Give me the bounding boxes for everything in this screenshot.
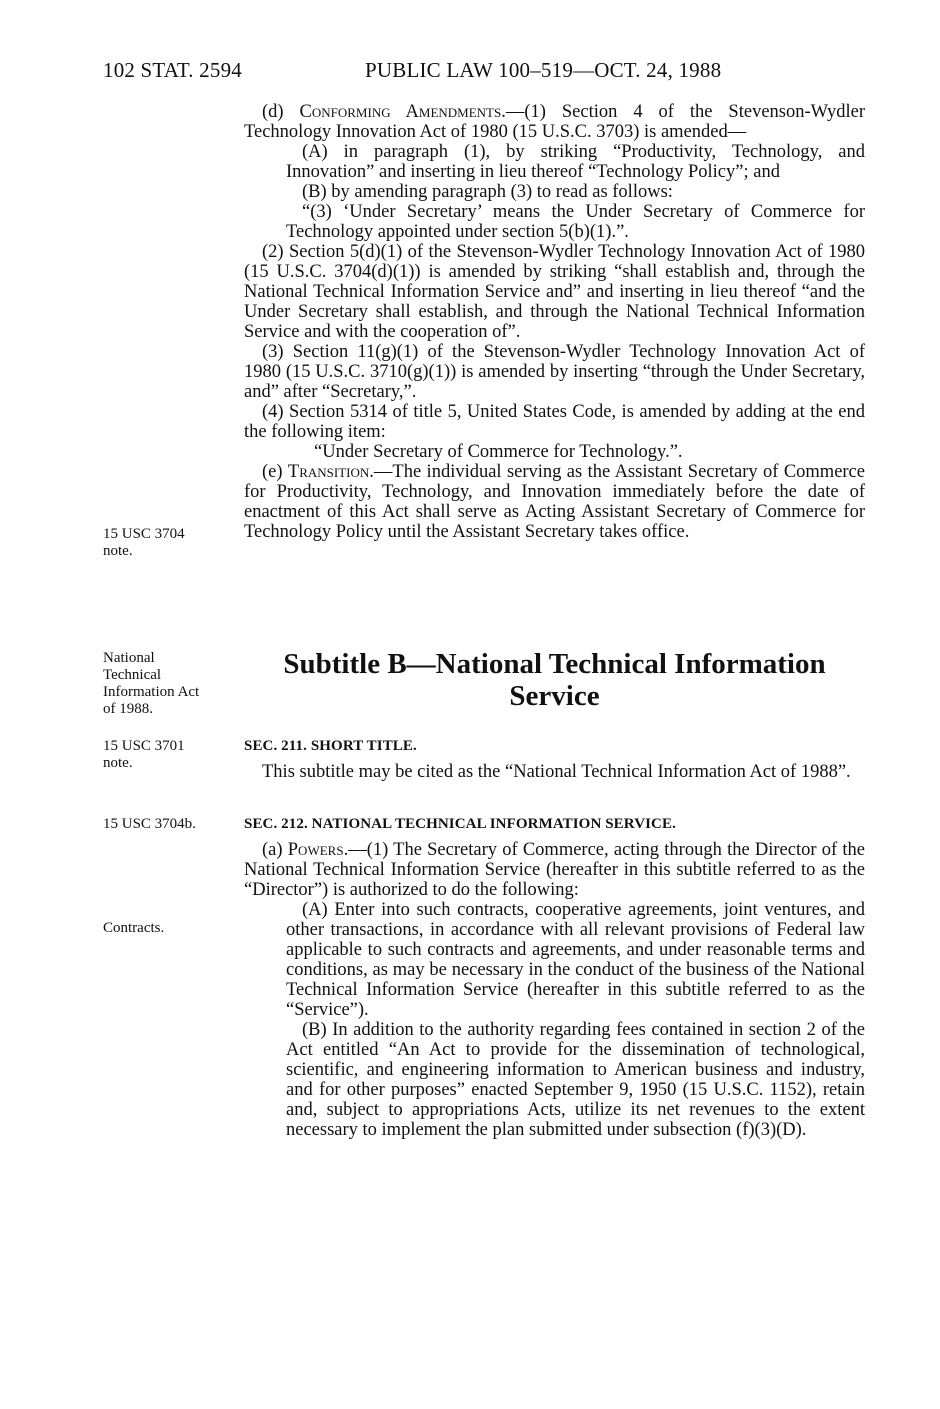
paragraph-d4-quote: “Under Secretary of Commerce for Technology.”. bbox=[314, 442, 683, 462]
heading-transition: Transition bbox=[287, 462, 370, 482]
paragraph-d3: (3) Section 11(g)(1) of the Stevenson-Wydler Technology Innovation Act of 1980 (15 U.S.C. 3710(g)(1)) is amended by inserting “through the Under Secretary, and” after “Secretary,”. bbox=[244, 342, 865, 402]
section-d-e-body bbox=[244, 102, 865, 542]
paragraph-a-powers: (a) Powers.—(1) The Secretary of Commerce, acting through the Director of the National Technical Information Service (hereafter in this subtitle referred to as the “Director”) is authorized to do the following: bbox=[244, 840, 865, 900]
paragraph-d1-B: (B) by amending paragraph (3) to read as follows: bbox=[302, 182, 673, 202]
paragraph-d2: (2) Section 5(d)(1) of the Stevenson-Wydler Technology Innovation Act of 1980 (15 U.S.C. 3704(d)(1)) is amended by striking “shall establish and, through the National Technical Information Service and” and inserting in lieu thereof “and the Under Secretary shall establish, and through the National Technical Information Service and with the cooperation of”. bbox=[244, 242, 865, 342]
paragraph-short-title: This subtitle may be cited as the “National Technical Information Act of 1988”. bbox=[262, 762, 851, 782]
sec-212-heading: SEC. 212. NATIONAL TECHNICAL INFORMATION SERVICE. bbox=[244, 816, 676, 832]
margin-note-ntia-1988: National Technical Information Act of 1988. bbox=[103, 650, 200, 717]
sec-212-body bbox=[244, 840, 865, 1140]
sec-211-body bbox=[244, 762, 865, 782]
paragraph-d1-B-quote: “(3) ‘Under Secretary’ means the Under Secretary of Commerce for Technology appointed under section 5(b)(1).”. bbox=[286, 202, 865, 242]
heading-conforming-amendments: Conforming Amendments bbox=[299, 102, 502, 122]
margin-note-usc-3704: 15 USC 3704 note. bbox=[103, 526, 185, 559]
margin-note-contracts: Contracts. bbox=[103, 920, 165, 936]
margin-note-usc-3701: 15 USC 3701 note. bbox=[103, 738, 185, 771]
paragraph-a-A: (A) Enter into such contracts, cooperative agreements, joint ventures, and other transactions, in accordance with all relevant provisions of Federal law applicable to such contracts and agreements, and under reasonable terms and conditions, as may be necessary in the conduct of the business of the National Technical Information Service (hereafter in this subtitle referred to as the “Service”). bbox=[286, 900, 865, 1020]
paragraph-d1: (d) Conforming Amendments.—(1) Section 4 of the Stevenson-Wydler Technology Innovation Act of 1980 (15 U.S.C. 3703) is amended— bbox=[244, 102, 865, 142]
margin-note-usc-3704b: 15 USC 3704b. bbox=[103, 816, 196, 832]
paragraph-a-B: (B) In addition to the authority regarding fees contained in section 2 of the Act entitled “An Act to provide for the dissemination of technological, scientific, and engineering information to American business and industry, and for other purposes” enacted September 9, 1950 (15 U.S.C. 1152), retain and, subject to appropriations Acts, utilize its net revenues to the extent necessary to implement the plan submitted under subsection (f)(3)(D). bbox=[286, 1020, 865, 1140]
paragraph-d1-A: (A) in paragraph (1), by striking “Productivity, Technology, and Innovation” and inserting in lieu thereof “Technology Policy”; and bbox=[286, 142, 865, 182]
heading-powers: Powers bbox=[287, 840, 344, 860]
subtitle-heading: Subtitle B—National Technical Information Service bbox=[283, 648, 826, 712]
sec-211-heading: SEC. 211. SHORT TITLE. bbox=[244, 738, 417, 754]
public-law-citation: PUBLIC LAW 100–519—OCT. 24, 1988 bbox=[365, 58, 722, 82]
paragraph-d4: (4) Section 5314 of title 5, United States Code, is amended by adding at the end the following item: bbox=[244, 402, 865, 442]
paragraph-e: (e) Transition.—The individual serving as the Assistant Secretary of Commerce for Productivity, Technology, and Innovation immediately before the date of enactment of this Act shall serve as Acting Assistant Secretary of Commerce for Technology Policy until the Assistant Secretary takes office. bbox=[244, 462, 865, 542]
stat-page-number: 102 STAT. 2594 bbox=[103, 58, 242, 82]
